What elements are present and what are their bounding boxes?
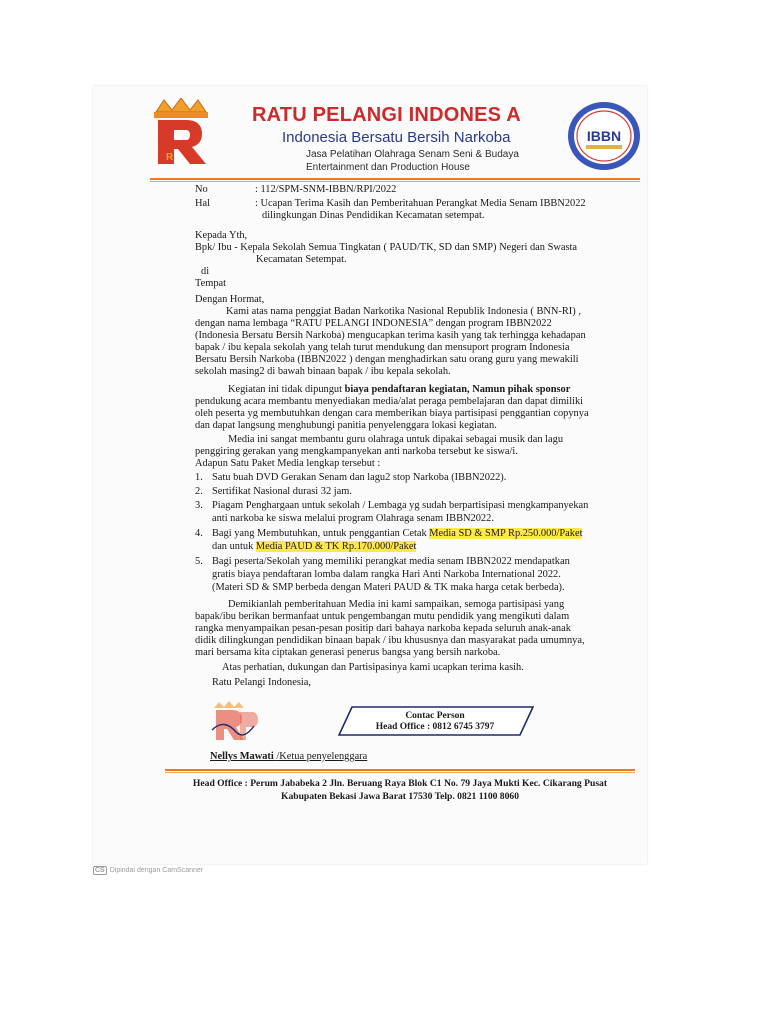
subject-value: : Ucapan Terima Kasih dan Pemberitahuan Perangkat Media Senam IBBN2022 bbox=[255, 198, 586, 209]
organization-service-line: Entertainment dan Production House bbox=[306, 162, 470, 173]
scanner-label: Dipindai dengan CamScanner bbox=[109, 867, 204, 874]
paragraph-line: Kami atas nama penggiat Badan Narkotika Nasional Republik Indonesia ( BNN-RI) , bbox=[226, 306, 581, 317]
recipient-line: di bbox=[201, 266, 210, 277]
paragraph-line: dengan nama lembaga “RATU PELANGI INDONESIA” dengan program IBBN2022 bbox=[195, 318, 552, 329]
footer-address: Head Office : Perum Jababeka 2 Jln. Beruang Raya Blok C1 No. 79 Jaya Mukti Kec. Cikarang Pusat bbox=[192, 778, 608, 789]
seal-label: IBBN bbox=[586, 128, 622, 144]
paragraph-line: bapak / ibu kepala sekolah yang telah turut mendukung dan mensuport program Indonesia bbox=[195, 342, 570, 353]
list-number: 4. bbox=[195, 528, 203, 539]
list-item: gratis biaya pendaftaran lomba dalam rangka Hari Anti Narkoba International 2022. bbox=[212, 569, 561, 580]
paragraph-line: (Indonesia Bersatu Bersih Narkoba) mengucapkan terima kasih yang tak terhingga kehadapan bbox=[195, 330, 586, 341]
contact-text bbox=[350, 711, 520, 733]
list-item: Bagi peserta/Sekolah yang memiliki perangkat media senam IBBN2022 mendapatkan bbox=[212, 556, 570, 567]
paragraph-line: pendukung acara membantu menyediakan media/alat peraga pembelajaran dan dapat dimiliki bbox=[195, 396, 584, 407]
recipient-line: Tempat bbox=[195, 278, 227, 289]
greeting: Dengan Hormat, bbox=[195, 294, 265, 305]
header-divider bbox=[150, 181, 640, 182]
scanner-watermark bbox=[93, 866, 203, 875]
recipient-line: Bpk/ Ibu - Kepala Sekolah Semua Tingkatan ( PAUD/TK, SD dan SMP) Negeri dan Swasta bbox=[195, 242, 578, 253]
camscanner-icon: CS bbox=[95, 867, 105, 874]
footer-address: Kabupaten Bekasi Jawa Barat 17530 Telp. 0821 1100 8060 bbox=[280, 791, 519, 802]
subject-label: Hal bbox=[195, 198, 211, 209]
paragraph-line: rangka menyampaikan pesan-pesan positip dari bahaya narkoba kepada seluruh anak-anak bbox=[195, 623, 571, 634]
subject-value: dilingkungan Dinas Pendidikan Kecamatan setempat. bbox=[262, 210, 485, 221]
list-item: (Materi SD & SMP berbeda dengan Materi PAUD & TK maka harga cetak berbeda). bbox=[212, 582, 565, 593]
list-item: Bagi yang Membutuhkan, untuk penggantian Cetak Media SD & SMP Rp.250.000/Paket bbox=[212, 528, 583, 539]
paragraph-line: didik dilingkungan pendidikan binaan bapak / ibu khususnya dan masyarakat pada umumnya, bbox=[195, 635, 585, 646]
list-intro: Adapun Satu Paket Media lengkap tersebut : bbox=[195, 458, 381, 469]
paragraph-line: oleh peserta yg membutuhkan dengan cara memberikan biaya partisipasi penggantian copynya bbox=[195, 408, 589, 419]
paragraph-line: dan dapat langsung menghubungi panitia penyelenggara lokasi kegiatan. bbox=[195, 420, 497, 431]
paragraph-line: Kegiatan ini tidak dipungut biaya pendaftaran kegiatan, Namun pihak sponsor bbox=[228, 384, 571, 395]
paragraph-line: Bersatu Bersih Narkoba (IBBN2022 ) dengan menghadirkan satu orang guru yang mewakili bbox=[195, 354, 579, 365]
paragraph-line: sekolah masing2 di bawah binaan bapak / ibu kepala sekolah. bbox=[195, 366, 451, 377]
list-item: Satu buah DVD Gerakan Senam dan lagu2 stop Narkoba (IBBN2022). bbox=[212, 472, 507, 483]
list-number: 1. bbox=[195, 472, 203, 483]
number-label: No bbox=[195, 184, 208, 195]
list-number: 5. bbox=[195, 556, 203, 567]
contact-label: Contac Person bbox=[405, 711, 465, 721]
list-item: Piagam Penghargaan untuk sekolah / Lembaga yg sudah berpartisipasi mengkampanyekan bbox=[212, 500, 589, 511]
signature-stamp bbox=[210, 700, 260, 744]
paragraph-line: bapak/ibu berikan bermanfaat untuk pengembangan mutu pendidik yang mengikuti dalam bbox=[195, 611, 570, 622]
list-number: 3. bbox=[195, 500, 203, 511]
contact-phone: Head Office : 0812 6745 3797 bbox=[375, 722, 495, 732]
recipient-line: Kepada Yth, bbox=[195, 230, 248, 241]
list-number: 2. bbox=[195, 486, 203, 497]
organization-name: RATU PELANGI INDONES A bbox=[252, 104, 521, 126]
number-value: : 112/SPM-SNM-IBBN/RPI/2022 bbox=[255, 184, 397, 195]
list-item: Sertifikat Nasional durasi 32 jam. bbox=[212, 486, 352, 497]
footer-divider bbox=[165, 772, 635, 773]
signatory-name: Nellys Mawati bbox=[210, 751, 277, 762]
organization-logo bbox=[150, 98, 212, 166]
paragraph-line: penggiring gerakan yang mengkampanyekan anti narkoba tersebut ke siswa/i. bbox=[195, 446, 518, 457]
ibbn-seal-logo bbox=[566, 100, 642, 172]
signatory-role: /Ketua penyelenggara bbox=[276, 751, 368, 762]
closing-line: Atas perhatian, dukungan dan Partisipasinya kami ucapkan terima kasih. bbox=[222, 662, 524, 673]
organization-service-line: Jasa Pelatihan Olahraga Senam Seni & Budaya bbox=[306, 149, 519, 160]
highlighted-price: Media SD & SMP Rp.250.000/Paket bbox=[429, 528, 583, 539]
signatory bbox=[210, 751, 367, 764]
highlighted-price: Media PAUD & TK Rp.170.000/Paket bbox=[255, 541, 417, 552]
emphasis-text: biaya pendaftaran kegiatan bbox=[344, 384, 467, 395]
svg-text:R: R bbox=[166, 152, 174, 163]
paragraph-line: Media ini sangat membantu guru olahraga untuk dipakai sebagai musik dan lagu bbox=[228, 434, 564, 445]
paragraph-line: Demikianlah pemberitahuan Media ini kami sampaikan, semoga partisipasi yang bbox=[228, 599, 565, 610]
recipient-line: Kecamatan Setempat. bbox=[256, 254, 347, 265]
list-item: anti narkoba ke siswa melalui program Olahraga senam IBBN2022. bbox=[212, 513, 494, 524]
list-item: dan untuk Media PAUD & TK Rp.170.000/Paket bbox=[212, 541, 417, 552]
sender-name: Ratu Pelangi Indonesia, bbox=[212, 677, 311, 688]
header-divider bbox=[150, 178, 640, 180]
footer-divider bbox=[165, 769, 635, 771]
paragraph-line: mari bersama kita ciptakan generasi penerus bangsa yang bersih narkoba. bbox=[195, 647, 501, 658]
organization-tagline: Indonesia Bersatu Bersih Narkoba bbox=[282, 129, 511, 146]
